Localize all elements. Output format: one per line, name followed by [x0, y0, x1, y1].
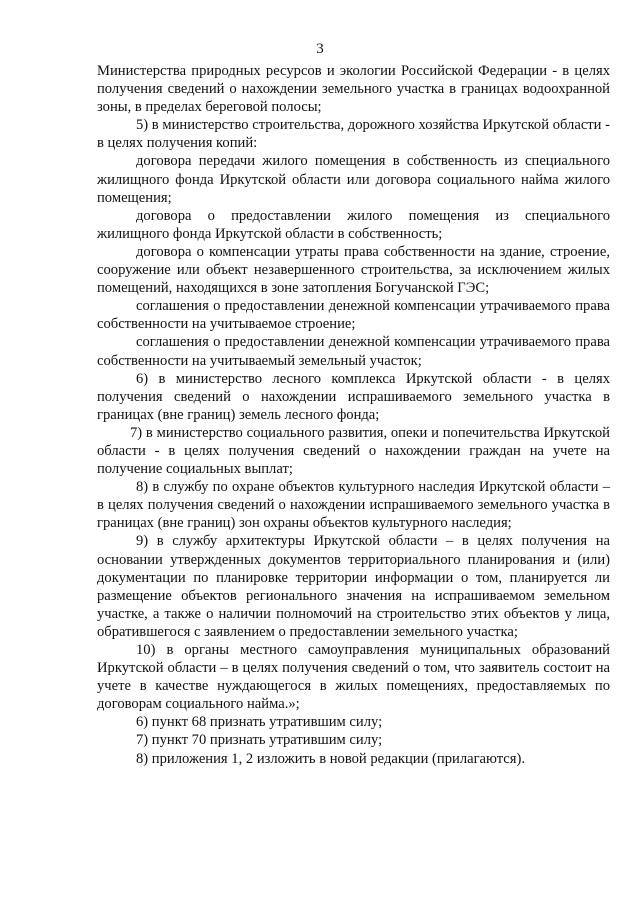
paragraph: 7) пункт 70 признать утратившим силу;: [136, 732, 383, 749]
paragraph: 8) приложения 1, 2 изложить в новой редакции (прилагаются).: [136, 750, 525, 767]
paragraph: 6) в министерство лесного комплекса Иркутской области - в целях получения сведений о нахождении испрашиваемого земельного участка в границах (вне границ) земель лесного фонда;: [97, 370, 610, 423]
paragraph: 8) в службу по охране объектов культурного наследия Иркутской области – в целях получения сведений о нахождении испрашиваемого земельного участка в границах (вне границ) зон охраны объектов культурного наследия;: [97, 479, 610, 532]
paragraph: соглашения о предоставлении денежной компенсации утрачиваемого права собственности на учитываемое строение;: [97, 298, 610, 333]
paragraph: 7) в министерство социального развития, опеки и попечительства Иркутской области - в целях получения сведений о нахождении граждан на учете на получение социальных выплат;: [97, 424, 610, 478]
document-body: [97, 62, 610, 768]
paragraph: Министерства природных ресурсов и экологии Российской Федерации - в целях получения сведений о нахождении земельного участка в границах водоохранной зоны, в пределах береговой полосы;: [97, 63, 610, 116]
paragraph: договора передачи жилого помещения в собственность из специального жилищного фонда Иркутской области или договора социального найма жилого помещения;: [97, 153, 610, 206]
paragraph: 10) в органы местного самоуправления муниципальных образований Иркутской области – в целях получения сведений о том, что заявитель состоит на учете в качестве нуждающегося в жилых помещениях, предоставляемых по договорам социального найма.»;: [97, 642, 610, 713]
paragraph: договора о компенсации утраты права собственности на здание, строение, сооружение или объект незавершенного строительства, за исключением жилых помещений, находящихся в зоне затопления Богучанской ГЭС;: [97, 243, 610, 297]
page-number: 3: [316, 41, 324, 57]
paragraph: соглашения о предоставлении денежной компенсации утрачиваемого права собственности на учитываемый земельный участок;: [97, 334, 610, 369]
paragraph: 9) в службу архитектуры Иркутской области – в целях получения на основании утвержденных документов территориального планирования и (или) документации по планировке территории информации о том, планируется ли размещение объектов регионального значения на испрашиваемом земельном участке, а также о наличии полномочий на строительство этих объектов у лица, обратившегося с заявлением о предоставлении земельного участка;: [97, 533, 610, 640]
paragraph: 5) в министерство строительства, дорожного хозяйства Иркутской области - в целях получения копий:: [97, 117, 610, 152]
paragraph: 6) пункт 68 признать утратившим силу;: [136, 714, 383, 731]
paragraph: договора о предоставлении жилого помещения из специального жилищного фонда Иркутской области в собственность;: [97, 207, 610, 242]
